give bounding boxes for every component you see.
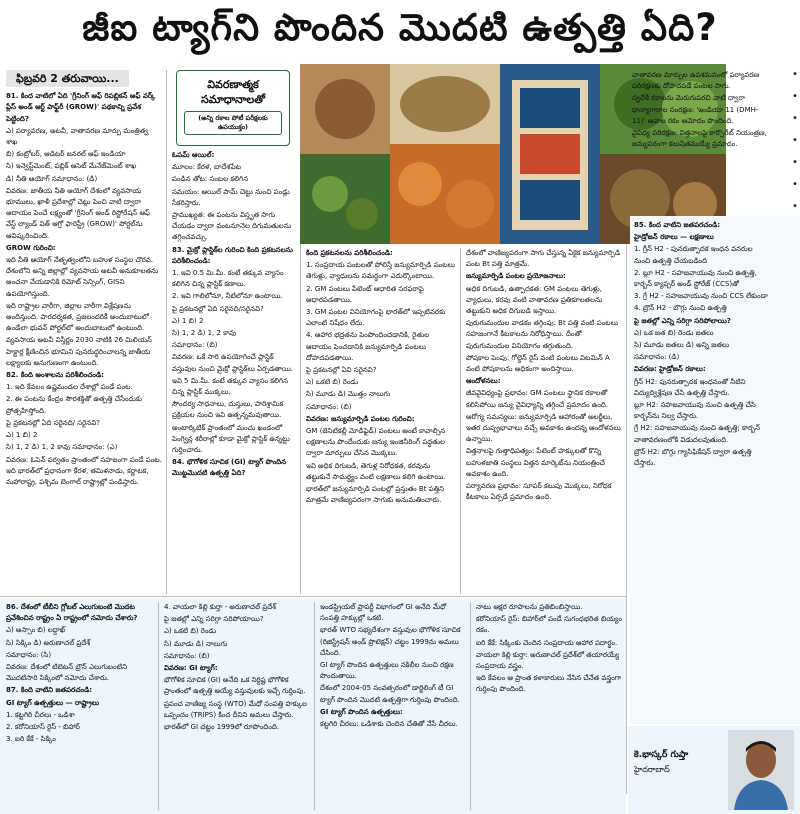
- option-text: ఎ) ఒకటి బి) రెండు: [164, 627, 216, 636]
- bullet-text: భారత్ WTO సభ్యదేశంగా వస్తువుల భౌగోళిక సూచిక (రిజిస్ట్రేషన్ అండ్ ప్రొటెక్షన్) చట్టం 1999ను అమలు చేసింది.: [320, 626, 461, 657]
- option-text: సి) 1, 2 డి) 1, 2 కావు సమాధానం: (ఎ): [6, 443, 118, 452]
- bullet-text: ప్రాముఖ్యత: ఈ పంటను విస్తృత సాగు చేయడం ద్వారా వంటనూనెల దిగుమతులను తగ్గించవచ్చు.: [172, 211, 292, 242]
- match-row: 4. వాయలా కిల్లి కుర్తా - అరుణాచల్ ప్రదేశ్: [164, 603, 277, 611]
- question-text: 85. కింద వాటిని జతపరచండి:: [634, 221, 721, 229]
- bullet-text: ఇది నీతి ఆయోగ్ నేతృత్వంలోని బహుళ సంస్థల చొరవ. దేశంలోని అన్ని జిల్లాల్లో వ్యవసాయ అటవీ అనుకూలతను అంచనా వేయడానికి రిమోట్ సెన్సింగ్, GISని ఉపయోగిస్తుంది.: [6, 256, 159, 298]
- info-box: [176, 70, 290, 146]
- bullet-text: ఇది రాష్ట్రాల వారీగా, జిల్లాల వారీగా విశ్లేషణను అందిస్తుంది. పారదర్శకత, ప్రజలందరికీ అందుబాటులో ఉండేలా భువన్ పోర్టల్‌లో అందుబాటులో ఉంటుంది.: [6, 301, 149, 333]
- statement-text: 4. ఆహార భద్రతను పెంపొందించడానికి, రైతుల ఆదాయం పెంచడానికి జన్యుమార్పిడి పంటలు దోహదపడతాయి.: [306, 331, 430, 362]
- bullet-dot: •: [792, 179, 798, 190]
- match-row: 1. గ్రీన్ H2 - పునరుత్పాదక ఇంధన వనరుల నుంచి ఉత్పత్తి చేయబడింది: [634, 245, 753, 265]
- column-divider: [470, 602, 471, 810]
- statement-text: 1. సంప్రదాయ పంటలతో పోలిస్తే జన్యుమార్పిడి పంటలు తెగుళ్లు, వ్యాధులను సమర్థంగా ఎదుర్కొంటాయి.: [306, 261, 456, 281]
- bullet-text: పండిన తోట: సంబల కలిగిన: [172, 175, 249, 184]
- statement-text: 2. ఈ పంటను కేంద్రం సౌరశక్తితో ఉత్పత్తి చేసేందుకు ప్రోత్సహిస్తోంది.: [6, 395, 142, 415]
- bullet-text: బ్లూ H2: సహజవాయువు నుంచి ఉత్పత్తి చేసి కార్బన్‌ను నిల్వ చేస్తారు.: [634, 401, 756, 421]
- author-place: హైదరాబాద్: [634, 765, 670, 774]
- answer-text: సమాధానం: (డి): [634, 353, 680, 362]
- section-heading: GROW గురించి:: [6, 243, 56, 252]
- explanation-text: వివరణ: ఒకే సారి ఉపయోగించే ప్లాస్టిక్ వస్తువుల నుంచి మైక్రో ప్లాస్టిక్‌లు ఏర్పడతాయి.: [172, 353, 294, 373]
- answer-text: సమాధానం: (బి): [164, 651, 210, 660]
- bullet-text: ఐరి కేకే: సిక్కింకు చెందిన సంప్రదాయ ఆహార పదార్థం.: [476, 638, 618, 647]
- statement-text: పై ప్రకటనల్లో ఏది సరైనది/ సరైనవి?: [6, 418, 100, 427]
- bullet-dot: •: [792, 157, 798, 168]
- bullet-dot: •: [792, 91, 798, 102]
- page-headline: జీఐ ట్యాగ్‌ని పొందిన మొదటి ఉత్పత్తి ఏది?: [82, 6, 718, 49]
- bullet-text: గ్రే H2: సహజవాయువు నుంచి ఉత్పత్తి; కార్బన్ వాతావరణంలోకి విడుదలవుతుంది.: [634, 424, 760, 444]
- bullet-text: ఇండస్ట్రియల్ ప్రాపర్టీ విభాగంలో GI అనేది మేధో సంపత్తి హక్కుల్లో ఒకటి.: [320, 603, 447, 623]
- question-text: 86. దేశంలో టీబీని గ్లోబల్ ఎలుగుబంటి మొదట ప్రవేశించిన రాష్ట్రం ఏ రాష్ట్రంలో నమోదు చేశారు?: [6, 603, 138, 623]
- bullet-text: GI ట్యాగ్ పొందిన ఉత్పత్తులు నకిలీల నుంచి రక్షణ పొందుతాయి.: [320, 661, 454, 681]
- column-divider: [158, 602, 159, 810]
- option-text: ఎ) పర్యావరణ, అటవీ, వాతావరణ మార్పు మంత్రిత్వ శాఖ: [6, 126, 149, 147]
- bottom-column-2: [164, 602, 310, 810]
- section-heading: ఓపమ్ ఆయిల్:: [172, 151, 215, 159]
- bullet-text: వాయలా కిల్లి కుర్తా: అరుణాచల్ ప్రదేశ్‌లో తయారయ్యే సంప్రదాయ వస్త్రం.: [476, 650, 620, 671]
- option-text: ఎ) 1 బి) 2: [6, 431, 38, 440]
- info-box-title: వివరణాత్మక సమాధానాలతో: [201, 78, 265, 106]
- explanation-text: వివరణ: జాతీయ నీతి ఆయోగ్ దేశంలో వ్యవసాయ భూములు, ఖాళీ ప్రదేశాల్లో చెట్లు పెంచి వాటి ద్వారా ఆదాయం పెంచే లక్ష్యంతో 'గ్రీనింగ్ అండ్ రిస్టోరేషన్ ఆఫ్ వేస్ట్ ల్యాండ్ విత్ ఆగ్రో ఫారెస్ట్రీ (GROW)' పోర్టల్‌ను ఆవిష్కరించింది.: [6, 186, 151, 240]
- section-heading: జన్యుమార్పిడి పంటల ప్రయోజనాలు:: [466, 272, 566, 281]
- column-divider: [166, 70, 167, 594]
- edge-bullet-column: [770, 64, 800, 714]
- author-name: కె.భాస్కర్ గుప్తా: [634, 750, 689, 760]
- section-divider: [0, 596, 626, 597]
- answer-text: సమాధానం: (సి): [6, 650, 52, 659]
- bottom-column-1: [6, 602, 154, 810]
- match-row: 3. ఐరి కేకే - సిక్కిం: [6, 735, 56, 744]
- bottom-column-4: [476, 602, 622, 810]
- bottom-panel: [0, 598, 626, 814]
- match-row: 4. బ్రౌన్ H2 - బొగ్గు నుంచి ఉత్పత్తి: [634, 304, 727, 313]
- info-box-subtitle: (అన్ని రకాల పోటీ పరీక్షలకు ఉపయుక్తం): [184, 111, 282, 135]
- question-text: పై జతల్లో ఎన్ని సరిగ్గా సరిపోయాయి?: [164, 615, 264, 624]
- option-text: సి) సిక్కిం డి) అరుణాచల్ ప్రదేశ్: [6, 638, 91, 647]
- bullet-text: పోషకాల పెంపు: గోల్డెన్ రైస్ వంటి పంటలు విటమిన్ A వంటి పోషకాలను అధికంగా అందిస్తాయి.: [466, 353, 610, 374]
- match-row: 2. కరోనియాస్ రైస్ - బిహార్: [6, 723, 80, 732]
- bullet-text: ఇవి 5 మి.మీ. కంటే తక్కువ వ్యాసం కలిగిన చిన్న ప్లాస్టిక్ ముక్కలు.: [172, 376, 289, 397]
- question-text: 87. కింది వాటిని జతపరచండి:: [6, 686, 93, 695]
- bullet-text: కట్టగిరి చీరలు: ఒడిశాకు చెందిన చేతితో నేసే చీరలు.: [320, 720, 458, 729]
- answer-text: సమాధానం: (బి): [172, 341, 218, 350]
- statement-text: 3. GM పంటల వినియోగంపై భారత్‌లో ఇప్పటివరకు ఎలాంటి నిషేధం లేదు.: [306, 308, 446, 328]
- match-row: 2. బ్లూ H2 - సహజవాయువు నుంచి ఉత్పత్తి, కార్బన్ క్యాప్చర్ అండ్ స్టోరేజ్ (CCS)తో: [634, 268, 757, 289]
- bullet-text: GM (జెనిటికల్లీ మోడిఫైడ్) పంటలు అంటే కావాల్సిన లక్షణాలను పొందేందుకు జన్యు ఇంజినీరింగ్ పద్ధతుల ద్వారా మార్పులు చేసిన మొక్కలు.: [306, 427, 446, 458]
- statement-text: 2. GM పంటలు పేటెంట్ ఆధారిత సరఫరాపై ఆధారపడతాయి.: [306, 284, 424, 304]
- bullet-text: జీవవైవిధ్యంపై ప్రభావం: GM పంటలు స్థానిక రకాలతో కలిసిపోయి జన్యు వైవిధ్యాన్ని తగ్గించే ప్రమాదం ఉంది.: [466, 389, 609, 409]
- far-right-top-column: [632, 70, 768, 210]
- bullet-text: పర్యావరణ ప్రభావం: సూపర్ కలుపు మొక్కలు, నిరోధక కీటకాలు ఏర్పడే ప్రమాదం ఉంది.: [466, 482, 612, 502]
- section-heading: వివరణ: జన్యుమార్పిడి పంటల గురించి:: [306, 414, 415, 423]
- option-text: ఎ) అస్సాం బి) లద్దాఖ్: [6, 626, 66, 635]
- option-text: సి) ఇన్వెస్ట్‌మెంట్, పబ్లిక్ అసెట్ మేనేజ్‌మెంట్ శాఖ: [6, 162, 137, 171]
- option-text: బి) కంట్రోలర్, ఆడిటర్ జనరల్ ఆఫ్ ఇండియా: [6, 150, 126, 159]
- bullet-text: భారత్‌లో GI చట్టం 1999లో రూపొందింది.: [164, 723, 280, 732]
- option-text: ఎ) ఒకటి బి) రెండు: [306, 378, 358, 387]
- option-text: సి) మూడు జతలు డి) అన్ని జతలు: [634, 341, 730, 350]
- continued-tag: ఫిబ్రవరి 2 తరువాయి...: [6, 70, 129, 87]
- bullet-text: వ్యవసాయ అటవీ విస్తీర్ణం 2030 నాటికి 26 మిలియన్ హెక్టార్ల క్షీణించిన భూమిని పునరుద్ధరించాలన్న జాతీయ లక్ష్యాలకు అనుగుణంగా ఉంటుంది.: [6, 336, 152, 367]
- bullet-text: స్వదేశీ రకాలను మెరుగుపరచి వాటి ద్వారా ధాన్యాగారాల సంరక్షణ: 'ఇండియా 11 (DMH-11)' ఆవాల రకం ఆమోదం పొందింది.: [632, 94, 759, 125]
- bullet-text: మూలం: కేరళ, బాదేశపేట: [172, 163, 241, 172]
- option-text: ఎ) 1 బి) 2: [172, 316, 204, 325]
- bottom-column-3: [320, 602, 466, 810]
- bullet-text: ఆరోగ్య సమస్యలు: జన్యుమార్పిడి ఆహారంతో అలర్జీలు, ఇతర దుష్ప్రభావాలు వచ్చే అవకాశం ఉందన్న ఆందోళనలు ఉన్నాయి.: [466, 412, 621, 444]
- bullet-text: ఇవి అధిక దిగుబడి, తెగుళ్ల నిరోధకత, కరవును తట్టుకునే సామర్థ్యం వంటి లక్షణాలు కలిగి ఉంటాయి.: [306, 461, 446, 481]
- answer-text: డి) నీతి ఆయోగ్ సమాధానం: (డి): [6, 174, 98, 183]
- option-text: సి) మూడు డి) నాలుగు: [164, 639, 228, 648]
- right-text-column: [466, 248, 622, 594]
- bullet-dot: •: [792, 201, 798, 212]
- table-header: GI ట్యాగ్ ఉత్పత్తులు — రాష్ట్రాలు: [6, 698, 100, 707]
- bullet-text: ప్రపంచ వాణిజ్య సంస్థ (WTO) మేధో సంపత్తి హక్కుల ఒప్పందం (TRIPS) కింద దీనిని అమలు చేస్తారు.: [164, 699, 307, 719]
- section-heading: ఆందోళనలు:: [466, 377, 501, 386]
- bullet-text: విత్తనాలపై గుత్తాధిపత్యం: పేటెంట్ హక్కులతో కొన్ని బహుళజాతి సంస్థలు విత్తన మార్కెట్‌ను నియంత్రించే అవకాశం ఉంది.: [466, 447, 605, 478]
- bullet-text: నాటు ఆక్షర రూపాలను ప్రతిబింబిస్తాయి.: [476, 603, 583, 611]
- option-text: సి) 1, 2 డి) 1, 2 కావు: [172, 329, 237, 338]
- left-column: [6, 70, 162, 594]
- question-text: 84. భౌగోళిక సూచిక (GI) ట్యాగ్ పొందిన మొట్టమొదటి ఉత్పత్తి ఏది?: [172, 458, 287, 478]
- right-panel-text: [634, 220, 768, 720]
- question-text: పై జతల్లో ఎన్ని సరిగ్గా సరిపోలాయి?: [634, 316, 731, 325]
- statement-text: 1. ఇది కేవలం ఉష్ణమండల దేశాల్లో పండే పంట.: [6, 383, 133, 392]
- bullet-text: వాతావరణ మార్పుల ఉపశమనంలో పర్యావరణ పరిరక్షణకు దోహదపడే పంటల సాగు.: [632, 71, 760, 91]
- bullet-text: పురుగుమందుల వాడకం తగ్గింపు: Bt పత్తి వంటి పంటలు సహజంగానే కీటకాలను నిరోధిస్తాయి. దీంతో పురుగుమందుల వినియోగం తగ్గుతుంది.: [466, 319, 619, 350]
- bullet-text: కరోనియాస్ రైస్: బిహార్‌లో పండే సుగంధభరిత బియ్యం రకం.: [476, 615, 622, 635]
- question-text: 83. మైక్రో ప్లాస్టిక్‌ల గురించి కింది ప్రకటనలను పరిశీలించండి:: [172, 245, 293, 265]
- bullet-text: అంటార్కిటిక్ ప్రాంతంలో మంచు ఖండంలో పెంగ్విన్ల శరీరాల్లో కూడా మైక్రో ప్లాస్టిక్ ఉన్నట్టు గుర్తించారు.: [172, 423, 290, 455]
- question-text: 81. కింద వాటిలో ఏది 'గ్రీనింగ్ ఆఫ్ రిపబ్లికన్ ఆఫ్ వర్క్ ప్లేస్ అండ్ ఆర్ట్ పాఫ్ట్‌రీ (GROW)' పథకాన్ని ప్రవేశ పెట్టింది?: [6, 92, 156, 123]
- bullet-text: దేశంలో వాణిజ్యపరంగా సాగు చేస్తున్న ఏకైక జన్యుమార్పిడి పంట Bt పత్తి మాత్రమే.: [466, 249, 621, 269]
- middle-column: [172, 150, 296, 594]
- bullet-text: అధిక దిగుబడి, ఉత్పాదకత: GM పంటలు తెగుళ్లు, వ్యాధులు, కరవు వంటి వాతావరణ ప్రతికూలతలను తట్టుకుని అధిక దిగుబడి ఇస్తాయి.: [466, 284, 603, 316]
- match-row: 3. గ్రే H2 - సహజవాయువు నుంచి CCS లేకుండా: [634, 292, 768, 301]
- bullet-text: దేశంలో 2004-05 సంవత్సరంలో డార్జిలింగ్ టీ GI ట్యాగ్ పొందిన మొదటి ఉత్పత్తిగా గుర్తింపు పొందింది.: [320, 684, 460, 704]
- section-heading: వివరణ: GI ట్యాగ్:: [164, 664, 218, 673]
- answer-text: సమాధానం: (బి): [306, 402, 352, 411]
- question-text: 82. కింది అంశాలను పరిశీలించండి:: [6, 371, 104, 380]
- bullet-dot: •: [792, 135, 798, 146]
- column-divider: [460, 248, 461, 594]
- statement-text: 1. ఇవి 0.5 మి.మీ. కంటే తక్కువ వ్యాసం కలిగిన చిన్న ప్లాస్టిక్ కణాలు.: [172, 269, 284, 289]
- option-text: సి) మూడు డి) మొత్తం నాలుగు: [306, 390, 391, 399]
- question-text: కింది ప్రకటనలను పరిశీలించండి:: [306, 249, 393, 257]
- statement-text: పై ప్రకటనల్లో ఏది సరైనది/సరైనవి?: [172, 304, 264, 313]
- option-text: ఎ) ఒక జత బి) రెండు జతలు: [634, 328, 714, 337]
- bullet-text: భౌగోళిక సూచిక (GI) అనేది ఒక నిర్దిష్ట భౌగోళిక ప్రాంతంలో ఉత్పత్తి అయ్యే వస్తువులకు ఇచ్చే గుర్తింపు.: [164, 676, 306, 696]
- statement-text: పై ప్రకటనల్లో ఏవి సరైనవి?: [306, 366, 377, 375]
- center-column: [306, 248, 456, 594]
- section-heading: వివరణ: హైడ్రోజన్ రకాలు:: [634, 365, 706, 374]
- bullet-text: బ్రౌన్ H2: బొగ్గు గ్యాసిఫికేషన్ ద్వారా ఉత్పత్తి చేస్తారు.: [634, 447, 752, 468]
- explanation-text: వివరణ: దేశంలో టిబెటన్ బ్రౌన్ ఎలుగుబంటిని మొదటిసారి సిక్కింలో నమోదు చేశారు.: [6, 663, 128, 683]
- bullet-text: ఇది కేవలం ఆ ప్రాంత కళాకారులు నేసిన చేనేత వస్త్రంగా గుర్తింపు పొందింది.: [476, 674, 622, 694]
- bullet-text: భారత్‌లో జన్యుమార్పిడి పంటల్లో ప్రస్తుతం Bt పత్తిని మాత్రమే వాణిజ్యపరంగా సాగుకు అనుమతించారు.: [306, 485, 445, 505]
- author-box: [628, 726, 800, 814]
- author-photo: [728, 730, 794, 810]
- bullet-dot: •: [792, 113, 798, 124]
- bullet-text: సమయం: ఆయిల్ పామ్ చెట్టు నుంచి పండ్లు సేకరిస్తారు.: [172, 187, 290, 207]
- column-divider: [314, 602, 315, 810]
- table-header: హైడ్రోజన్ రకాలు — లక్షణాలు: [634, 233, 714, 242]
- section-heading: GI ట్యాగ్ పొందిన ఉత్పత్తులు:: [320, 707, 403, 716]
- bullet-dot: •: [792, 69, 798, 80]
- bullet-text: వైవిధ్య పరిరక్షణ: విత్తనాలపై కార్పొరేట్ నియంత్రణ, జన్యుపరంగా కలుషితమయ్యే ప్రమాదం.: [632, 129, 767, 149]
- statement-text: 2. ఇవి గాలిలోనూ, నీటిలోనూ ఉంటాయి.: [172, 292, 283, 301]
- bullet-text: గ్రీన్ H2: పునరుత్పాదక ఇంధనంతో నీటిని విద్యుద్విశ్లేషణ చేసి ఉత్పత్తి చేస్తారు.: [634, 377, 746, 397]
- explanation-text: వివరణ: ఓపెన్ పర్వతం ప్రాంతంలో సహజంగా పండే పంట. ఇది భారత్‌లో ప్రధానంగా కేరళ, తమిళనాడు, కర్ణాటక, మహారాష్ట్ర, పశ్చిమ బెంగాల్ రాష్ట్రాల్లో పండిస్తారు.: [6, 455, 162, 486]
- match-row: 1. కట్టగిరి చీరలు - ఒడిశా: [6, 710, 75, 719]
- bullet-text: సౌందర్య సాధనాలు, దుస్తులు, పారిశ్రామిక ప్రక్రియల నుంచి ఇవి ఉత్పన్నమవుతాయి.: [172, 400, 284, 420]
